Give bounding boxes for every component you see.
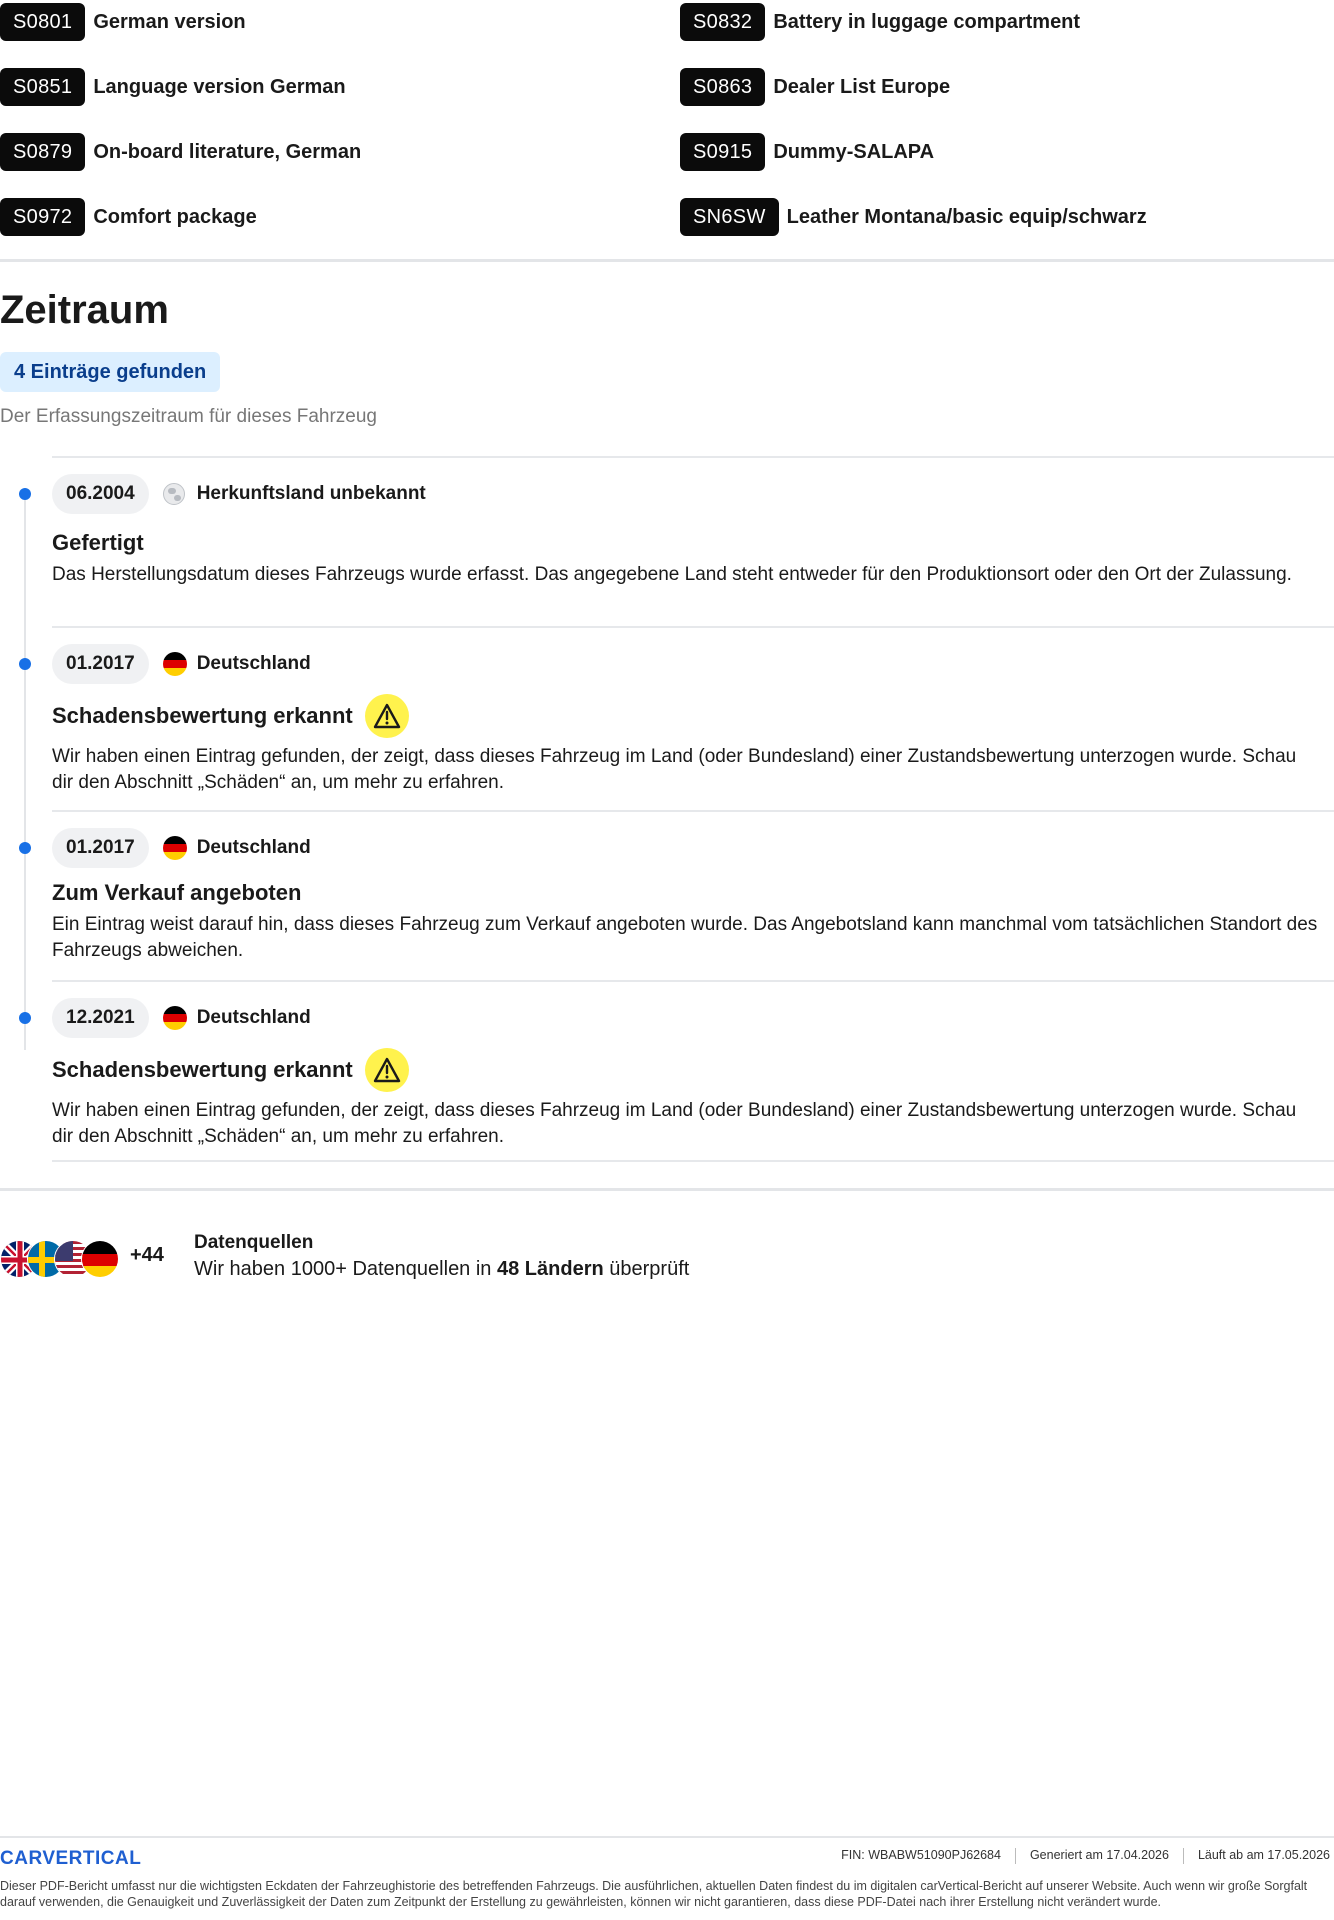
warning-icon [365,694,409,738]
entry-title-text: Gefertigt [52,530,144,555]
country-name: Herkunftsland unbekannt [196,483,426,504]
country-name: Deutschland [196,653,311,674]
timeline-dot [19,488,31,500]
globe-icon [163,483,185,505]
germany-flag-icon [81,1240,119,1278]
germany-flag-icon [163,1006,187,1030]
timeline-entry [52,626,1334,810]
section-divider [0,1188,1334,1191]
date-pill: 01.2017 [52,828,149,868]
sources-text [194,1258,689,1281]
equipment-list [0,0,1334,262]
entry-title-text: Zum Verkauf angeboten [52,880,302,905]
equipment-item [0,133,361,171]
equipment-code-badge: S0863 [680,68,765,106]
timeline-entry-description: Wir haben einen Eintrag gefunden, der zeigt, dass dieses Fahrzeug im Land (oder Bundesland) einer Zustandsbewertung unterzogen wurde. Schau dir den Abschnitt „Schäden“ an, um mehr zu erfahren. [52,746,1297,793]
equipment-item [680,3,1080,41]
country-label [163,652,311,676]
sources-countries: 48 Ländern [497,1258,604,1280]
equipment-label: German version [93,10,246,33]
equipment-label: Leather Montana/basic equip/schwarz [786,205,1147,228]
country-label [163,836,311,860]
equipment-code-badge: S0972 [0,198,85,236]
timeline-entry-title [52,878,301,908]
generated-date: Generiert am 17.04.2026 [1029,1848,1169,1862]
sources-title: Datenquellen [194,1232,314,1253]
source-flags [0,1240,120,1280]
timeline-entry-meta [52,998,311,1038]
equipment-item [0,68,346,106]
equipment-item [0,198,257,236]
entry-title-text: Schadensbewertung erkannt [52,1057,353,1082]
timeline-entry-title [52,1048,409,1092]
data-sources [0,1232,1334,1292]
equipment-item [680,133,934,171]
timeline-entry-meta [52,828,311,868]
entries-count-badge: 4 Einträge gefunden [0,352,220,392]
carvertical-logo: CARVERTICAL [0,1848,142,1869]
sources-text-before: Wir haben 1000+ Datenquellen in [194,1258,497,1280]
date-pill: 12.2021 [52,998,149,1038]
equipment-label: Dummy-SALAPA [773,140,935,163]
timeline-line [24,490,26,1050]
equipment-code-badge: S0832 [680,3,765,41]
footer-disclaimer: Dieser PDF-Bericht umfasst nur die wichtigsten Eckdaten der Fahrzeughistorie des betreffenden Fahrzeugs. Die ausführlichen, aktuellen Daten findest du im digitalen carVertical-Bericht auf unserer Website. Auch wenn wir große Sorgfalt darauf verwenden, die Genauigkeit und Zuverlässigkeit der Daten zum Zeitpunkt der Erstellung zu gewährleisten, können wir nicht garantieren, dass diese PDF-Datei nach ihrer Erstellung nicht verändert wurde. [0,1879,1308,1909]
date-pill: 01.2017 [52,644,149,684]
warning-icon [365,1048,409,1092]
footer [0,1836,1334,1920]
equipment-item [0,3,246,41]
fin-number: FIN: WBABW51090PJ62684 [841,1848,1001,1862]
country-name: Deutschland [196,837,311,858]
footer-separator [1015,1848,1016,1864]
timeline-dot [19,842,31,854]
section-subtitle: Der Erfassungszeitraum für dieses Fahrzeug [0,406,377,427]
entry-title-text: Schadensbewertung erkannt [52,703,353,728]
equipment-item [680,198,1147,236]
date-pill: 06.2004 [52,474,149,514]
equipment-label: On-board literature, German [93,140,362,163]
timeline-dot [19,1012,31,1024]
equipment-label: Dealer List Europe [773,75,951,98]
expiry-date: Läuft ab am 17.05.2026 [1197,1848,1330,1862]
timeline-entry-title [52,528,144,558]
germany-flag-icon [163,652,187,676]
equipment-code-badge: S0879 [0,133,85,171]
more-countries-count: +44 [130,1244,164,1266]
footer-separator [1183,1848,1184,1864]
timeline-entry-description: Wir haben einen Eintrag gefunden, der zeigt, dass dieses Fahrzeug im Land (oder Bundesland) einer Zustandsbewertung unterzogen wurde. Schau dir den Abschnitt „Schäden“ an, um mehr zu erfahren. [52,1100,1297,1147]
equipment-label: Battery in luggage compartment [773,10,1081,33]
sources-text-after: überprüft [603,1258,690,1280]
germany-flag-icon [163,836,187,860]
country-label [163,1006,311,1030]
timeline-dot [19,658,31,670]
timeline-entry [52,456,1334,626]
country-label [163,483,426,505]
timeline-entry-description: Ein Eintrag weist darauf hin, dass dieses Fahrzeug zum Verkauf angeboten wurde. Das Angebotsland kann manchmal vom tatsächlichen Standort des Fahrzeugs abweichen. [52,914,1318,961]
timeline-entry [52,810,1334,980]
equipment-code-badge: S0801 [0,3,85,41]
equipment-label: Language version German [93,75,346,98]
timeline-entry-meta [52,474,426,514]
timeline-entry-meta [52,644,311,684]
equipment-item [680,68,950,106]
timeline-entry [52,980,1334,1162]
timeline [0,456,1334,1162]
country-name: Deutschland [196,1007,311,1028]
section-title: Zeitraum [0,288,169,332]
equipment-code-badge: S0851 [0,68,85,106]
footer-meta [841,1848,1330,1864]
timeline-entry-description: Das Herstellungsdatum dieses Fahrzeugs wurde erfasst. Das angegebene Land steht entweder für den Produktionsort oder den Ort der Zulassung. [52,564,1292,585]
equipment-code-badge: SN6SW [680,198,779,236]
timeline-entry-title [52,694,409,738]
equipment-code-badge: S0915 [680,133,765,171]
equipment-label: Comfort package [93,205,257,228]
